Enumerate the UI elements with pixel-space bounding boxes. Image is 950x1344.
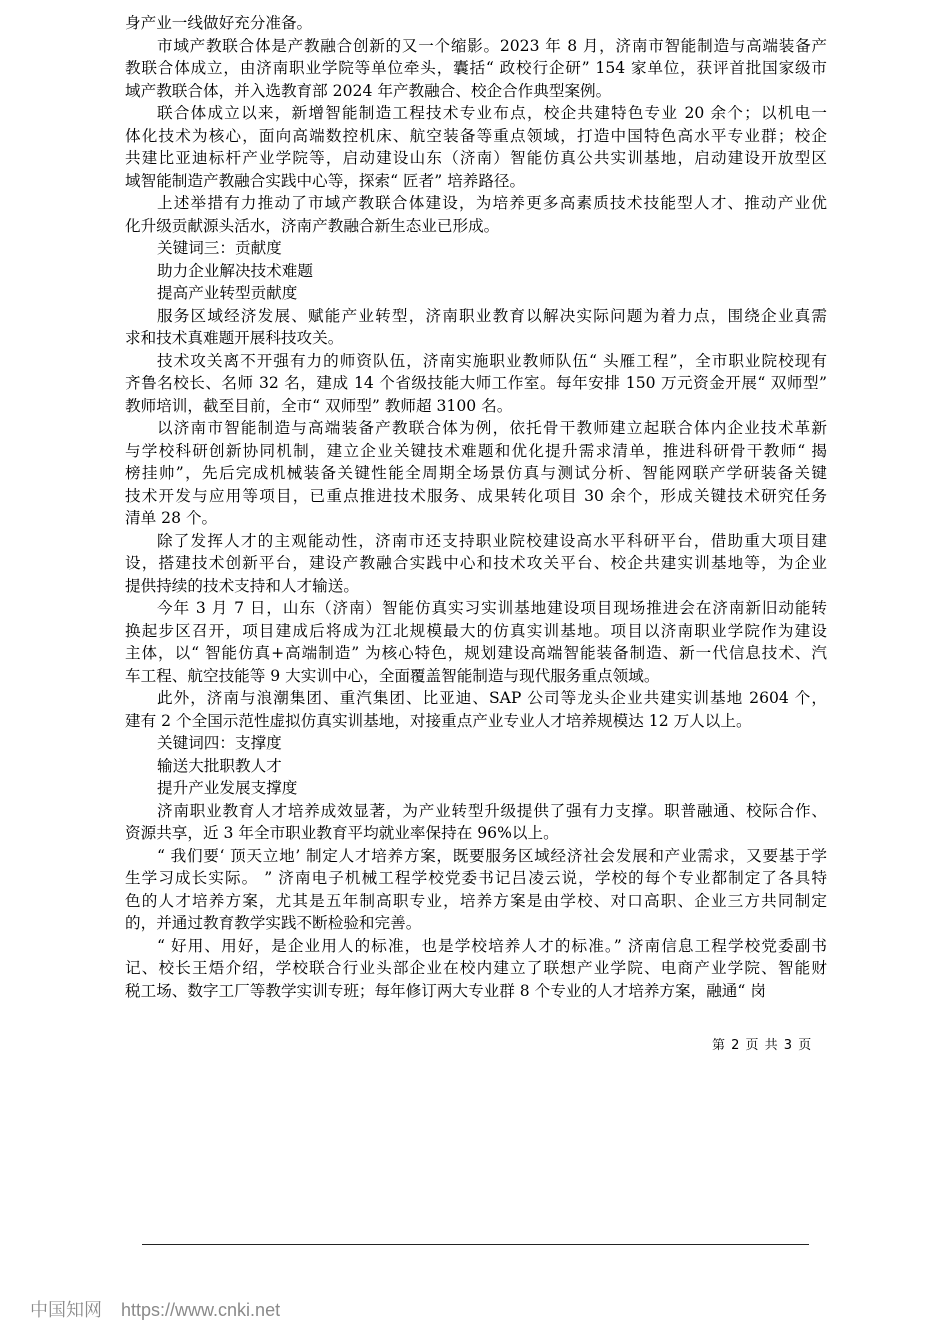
text-line: 联合体成立以来，新增智能制造工程技术专业布点，校企共建特色专业 20 余个；以机电一	[157, 104, 827, 122]
text-line: 生学习成长实际。 ” 济南电子机械工程学校党委书记吕凌云说，学校的每个专业都制定了各具特	[125, 869, 827, 887]
text-line: 提升产业发展支撑度	[157, 779, 298, 797]
text-line: 化升级贡献源头活水，济南产教融合新生态业已形成。	[125, 216, 500, 235]
text-line: 域产教联合体，并入选教育部 2024 年产教融合、校企合作典型案例。	[125, 81, 612, 100]
text-line: 教师培训，截至目前，全市“ 双师型” 教师超 3100 名。	[125, 396, 513, 415]
text-line: 此外，济南与浪潮集团、重汽集团、比亚迪、SAP 公司等龙头企业共建实训基地 2604 个，	[157, 689, 827, 707]
text-line: 今年 3 月 7 日，山东（济南）智能仿真实习实训基地建设项目现场推进会在济南新旧动能转	[157, 599, 827, 617]
text-line: 域智能制造产教融合实践中心等，探索“ 匠者” 培养路径。	[125, 171, 526, 190]
text-line: 技术开发与应用等项目，已重点推进技术服务、成果转化项目 30 余个，形成关键技术研究任务	[125, 486, 827, 505]
text-line: 助力企业解决技术难题	[157, 261, 313, 280]
text-line: 服务区域经济发展、赋能产业转型，济南职业教育以解决实际问题为着力点，围绕企业真需	[157, 306, 827, 325]
text-line: 以济南市智能制造与高端装备产教联合体为例，依托骨干教师建立起联合体内企业技术革新	[157, 419, 827, 437]
text-line: “ 好用、用好，是企业用人的标准，也是学校培养人才的标准。” 济南信息工程学校党委副书	[157, 936, 827, 955]
text-line: 主体，以“ 智能仿真+高端制造” 为核心特色，规划建设高端智能装备制造、新一代信息技术、汽	[125, 644, 827, 662]
text-line: 市域产教联合体是产教融合创新的又一个缩影。2023 年 8 月，济南市智能制造与高端装备产	[157, 36, 827, 55]
cnki-url[interactable]: https://www.cnki.net	[121, 1300, 281, 1320]
page-number: 第 2 页 共 3 页	[712, 1038, 813, 1053]
text-line: 提供持续的技术支持和人才输送。	[125, 576, 359, 595]
text-line: 技术攻关离不开强有力的师资队伍，济南实施职业教师队伍“ 头雁工程”，全市职业院校现有	[157, 351, 827, 370]
text-line: 济南职业教育人才培养成效显著，为产业转型升级提供了强有力支撑。职普融通、校际合作、	[157, 801, 827, 820]
text-line: 与学校科研创新协同机制，建立企业关键技术难题和优化提升需求清单，推进科研骨干教师“ 揭	[125, 441, 827, 460]
text-line: 税工场、数字工厂等教学实训专班；每年修订两大专业群 8 个专业的人才培养方案，融通“ 岗	[125, 981, 766, 1000]
text-line: 身产业一线做好充分准备。	[125, 14, 313, 32]
text-line: 体化技术为核心，面向高端数控机床、航空装备等重点领域，打造中国特色高水平专业群；校企	[125, 126, 827, 145]
text-line: 关键词四：支撑度	[157, 734, 282, 752]
text-line: 的，并通过教育教学实践不断检验和完善。	[125, 914, 422, 932]
footer-divider	[142, 1244, 809, 1245]
text-line: 记、校长王焐介绍，学校联合行业头部企业在校内建立了联想产业学院、电商产业学院、智能财	[125, 959, 827, 977]
cnki-logo-text: 中国知网	[30, 1300, 102, 1320]
text-line: 色的人才培养方案，尤其是五年制高职专业，培养方案是由学校、对口高职、企业三方共同制定	[125, 891, 827, 910]
text-line: 输送大批职教人才	[157, 756, 282, 775]
text-line: 资源共享，近 3 年全市职业教育平均就业率保持在 96%以上。	[125, 824, 559, 842]
text-line: 换起步区召开，项目建成后将成为江北规模最大的仿真实训基地。项目以济南职业学院作为建设	[125, 621, 827, 640]
text-line: 车工程、航空技能等 9 大实训中心，全面覆盖智能制造与现代服务重点领域。	[125, 666, 660, 685]
text-line: “ 我们要‘ 顶天立地’ 制定人才培养方案，既要服务区域经济社会发展和产业需求，又要基于学	[157, 846, 827, 865]
footer	[30, 1296, 280, 1322]
text-line: 除了发挥人才的主观能动性，济南市还支持职业院校建设高水平科研平台，借助重大项目建	[157, 531, 827, 550]
text-line: 齐鲁名校长、名师 32 名，建成 14 个省级技能大师工作室。每年安排 150 万元资金开展“ 双师型”	[125, 374, 827, 392]
text-line: 共建比亚迪标杆产业学院等，启动建设山东（济南）智能仿真公共实训基地，启动建设开放型区	[125, 149, 827, 167]
text-line: 教联合体成立，由济南职业学院等单位牵头，囊括“ 政校行企研” 154 家单位，获评首批国家级市	[125, 59, 827, 77]
text-line: 清单 28 个。	[125, 509, 218, 527]
document-body	[125, 12, 827, 1002]
text-line: 关键词三：贡献度	[157, 239, 282, 257]
text-line: 上述举措有力推动了市域产教联合体建设，为培养更多高素质技术技能型人才、推动产业优	[157, 194, 827, 212]
text-line: 建有 2 个全国示范性虚拟仿真实训基地，对接重点产业专业人才培养规模达 12 万人以上。	[125, 711, 752, 730]
text-line: 榜挂帅”，先后完成机械装备关键性能全周期全场景仿真与测试分析、智能网联产学研装备关键	[125, 464, 827, 482]
text-line: 设，搭建技术创新平台，建设产教融合实践中心和技术攻关平台、校企共建实训基地等，为企业	[125, 554, 827, 572]
text-line: 求和技术真难题开展科技攻关。	[125, 329, 344, 347]
text-line: 提高产业转型贡献度	[157, 284, 298, 302]
